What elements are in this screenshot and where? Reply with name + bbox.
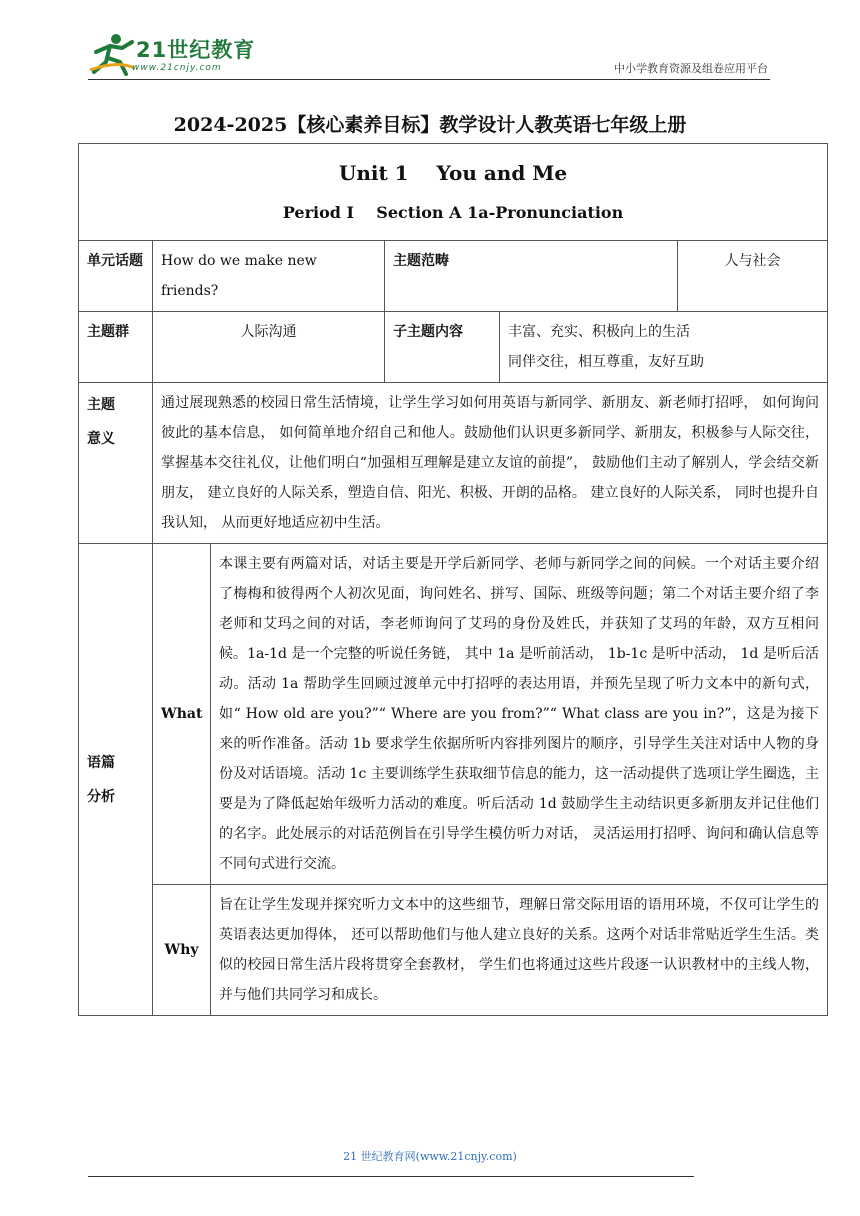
subtheme-line-1: 丰富、充实、积极向上的生活 <box>508 324 690 340</box>
document-title: 2024-2025【核心素养目标】教学设计人教英语七年级上册 <box>173 114 687 136</box>
theme-meaning-label-2: 意义 <box>87 431 115 447</box>
discourse-label-1: 语篇 <box>87 754 115 771</box>
theme-meaning-label-1: 主题 <box>87 397 115 413</box>
footer-divider <box>88 1176 694 1177</box>
subtheme-label: 子主题内容 <box>385 312 500 383</box>
subtheme-line-2: 同伴交往，相互尊重，友好互助 <box>508 354 704 370</box>
theme-category-value: 人与社会 <box>678 241 828 312</box>
theme-meaning-label <box>79 383 153 544</box>
title-row <box>79 144 828 241</box>
lesson-table <box>78 143 828 1016</box>
footer-link[interactable]: 21 世纪教育网(www.21cnjy.com) <box>343 1150 517 1163</box>
logo-text: 21世纪教育 <box>136 38 256 62</box>
theme-group-row <box>79 312 828 383</box>
why-label: Why <box>153 885 211 1016</box>
logo-url: www.21cnjy.com <box>132 63 222 73</box>
theme-meaning-text: 通过展现熟悉的校园日常生活情境，让学生学习如何用英语与新同学、新朋友、新老师打招呼， 如何询问彼此的基本信息， 如何简单地介绍自己和他人。鼓励他们认识更多新同学、新朋友，积极参与人际交往，掌握基本交往礼仪，让他们明白“加强相互理解是建立友谊的前提”， 鼓励他们主动了解别人，学会结交新朋友， 建立良好的人际关系，塑造自信、阳光、积极、开朗的品格。 建立良好的人际关系， 同时也提升自我认知， 从而更好地适应初中生活。 <box>153 383 828 544</box>
theme-group-value: 人际沟通 <box>153 312 385 383</box>
discourse-label-2: 分析 <box>87 788 115 805</box>
title-cell <box>79 144 828 241</box>
theme-category-label: 主题范畴 <box>385 241 678 312</box>
platform-label: 中小学教育资源及组卷应用平台 <box>614 62 768 75</box>
why-row <box>79 885 828 1016</box>
theme-meaning-row <box>79 383 828 544</box>
topic-row <box>79 241 828 312</box>
period-title: Period I Section A 1a-Pronunciation <box>282 203 624 222</box>
what-label: What <box>153 544 211 885</box>
what-row <box>79 544 828 885</box>
subtheme-value <box>500 312 828 383</box>
theme-group-label: 主题群 <box>79 312 153 383</box>
discourse-analysis-label <box>79 544 153 1016</box>
header-divider <box>88 79 770 80</box>
what-text: 本课主要有两篇对话，对话主要是开学后新同学、老师与新同学之间的问候。一个对话主要介绍了梅梅和彼得两个人初次见面，询问姓名、拼写、国际、班级等问题；第二个对话主要介绍了李老师和艾玛之间的对话，李老师询问了艾玛的身份及姓氏，并获知了艾玛的年龄，双方互相问候。1a-1d 是一个完整的听说任务链， 其中 1a 是听前活动， 1b-1c 是听中活动， 1d 是听后活动。活动 1a 帮助学生回顾过渡单元中打招呼的表达用语，并预先呈现了听力文本中的新句式，如“ How old are you?”“ Where are you from?”“ What class are you in?”，这是为接下来的听作准备。活动 1b 要求学生依据所听内容排列图片的顺序，引导学生关注对话中人物的身份及对话语境。活动 1c 主要训练学生获取细节信息的能力，这一活动提供了选项让学生圈选，主要是为了降低起始年级听力活动的难度。听后活动 1d 鼓励学生主动结识更多新朋友并记住他们的名字。此处展示的对话范例旨在引导学生模仿听力对话， 灵活运用打招呼、询问和确认信息等不同句式进行交流。 <box>211 544 828 885</box>
unit-title: Unit 1 You and Me <box>338 161 568 185</box>
topic-label: 单元话题 <box>79 241 153 312</box>
topic-value: How do we make new friends? <box>153 241 385 312</box>
page-header <box>0 0 860 90</box>
why-text: 旨在让学生发现并探究听力文本中的这些细节，理解日常交际用语的语用环境，不仅可让学生的英语表达更加得体， 还可以帮助他们与他人建立良好的关系。这两个对话非常贴近学生生活。类似的校园日常生活片段将贯穿全套教材， 学生们也将通过这些片段逐一认识教材中的主线人物，并与他们共同学习和成长。 <box>211 885 828 1016</box>
